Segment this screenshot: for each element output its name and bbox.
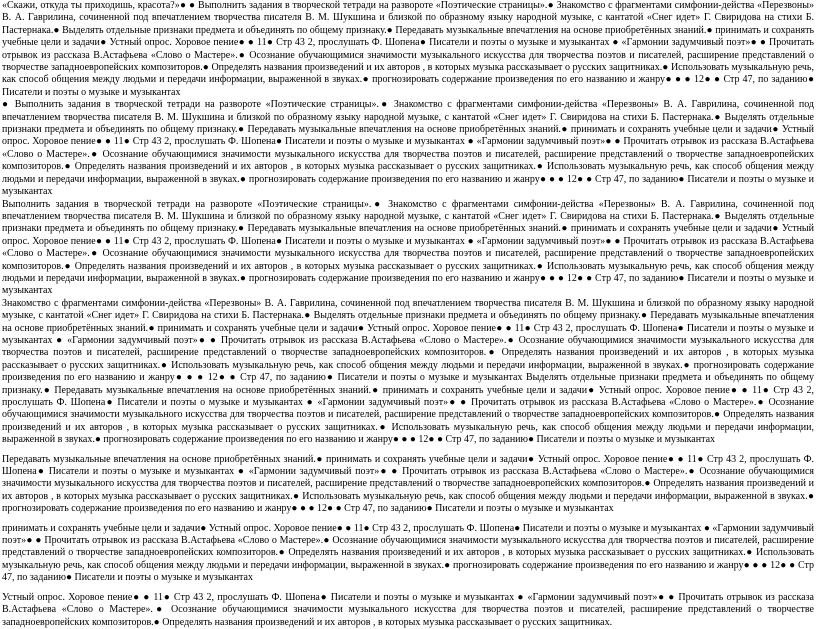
paragraph-7: Устный опрос. Хоровое пение● ● 11● Стр 43 2, прослушать Ф. Шопена● Писатели и поэты о музыке и музыкантах ● «Гармонии задумчивый поэт»● ● Прочитать отрывок из рассказа В.Астафьева «Слово о Мастере».● Осознание обучающимися значимости музыкального искусства для творчества поэтов и писателей, расширение представлений о творчестве западноевропейских композиторов.● Определять названия произведений и их авторов , в которых музыка рассказывает о русских защитниках. xyxy=(2,591,814,628)
paragraph-6: принимать и сохранять учебные цели и задачи● Устный опрос. Хоровое пение● ● 11● Стр 43 2, прослушать Ф. Шопена● Писатели и поэты о музыке и музыкантах ● «Гармонии задумчивый поэт»● ● Прочитать отрывок из рассказа В.Астафьева «Слово о Мастере».● Осознание обучающимися значимости музыкального искусства для творчества поэтов и писателей, расширение представлений о творчестве западноевропейских композиторов.● Определять названия произведений и их авторов , в которых музыка рассказывает о русских защитниках.● Использовать музыкальную речь, как способ общения между людьми и передачи информации, выраженной в звуках.● прогнозировать содержание произведения по его названию и жанру● ● ● 12● ● Стр 47, по заданию● Писатели и поэты о музыке и музыкантах xyxy=(2,522,814,584)
paragraph-spacer xyxy=(2,447,814,454)
paragraph-2: ● Выполнить задания в творческой тетради на развороте «Поэтические страницы».● Знакомство с фрагментами симфонии-действа «Перезвоны» В. А. Гаврилина, сочиненной под впечатлением творчества писателя В. М. Шукшина и близкой по образному языку народной музыке, с кантатой «Снег идет» Г. Свиридова на стихи Б. Пастернака.● Выделять отдельные признаки предмета и объединять по общему признаку.● Передавать музыкальные впечатления на основе приобретённых знаний.● принимать и сохранять учебные цели и задачи● Устный опрос. Хоровое пение● ● 11● Стр 43 2, прослушать Ф. Шопена● Писатели и поэты о музыке и музыкантах ● «Гармонии задумчивый поэт»● ● Прочитать отрывок из рассказа В.Астафьева «Слово о Мастере».● Осознание обучающимися значимости музыкального искусства для творчества поэтов и писателей, расширение представлений о творчестве западноевропейских композиторов.● Определять названия произведений и их авторов , в которых музыка рассказывает о русских защитниках.● Использовать музыкальную речь, как способ общения между людьми и передачи информации, выраженной в звуках.● прогнозировать содержание произведения по его названию и жанру● ● ● 12● ● Стр 47, по заданию● Писатели и поэты о музыке и музыкантах xyxy=(2,99,814,198)
paragraph-5: Передавать музыкальные впечатления на основе приобретённых знаний.● принимать и сохранять учебные цели и задачи● Устный опрос. Хоровое пение● ● 11● Стр 43 2, прослушать Ф. Шопена● Писатели и поэты о музыке и музыкантах ● «Гармонии задумчивый поэт»● ● Прочитать отрывок из рассказа В.Астафьева «Слово о Мастере».● Осознание обучающимися значимости музыкального искусства для творчества поэтов и писателей, расширение представлений о творчестве западноевропейских композиторов.● Определять названия произведений и их авторов , в которых музыка рассказывает о русских защитниках.● Использовать музыкальную речь, как способ общения между людьми и передачи информации, выраженной в звуках.● прогнозировать содержание произведения по его названию и жанру● ● ● 12● ● Стр 47, по заданию● Писатели и поэты о музыке и музыкантах xyxy=(2,453,814,515)
paragraph-spacer xyxy=(2,585,814,592)
paragraph-spacer xyxy=(2,516,814,523)
paragraph-3: Выполнить задания в творческой тетради на развороте «Поэтические страницы».● Знакомство с фрагментами симфонии-действа «Перезвоны» В. А. Гаврилина, сочиненной под впечатлением творчества писателя В. М. Шукшина и близкой по образному языку народной музыке, с кантатой «Снег идет» Г. Свиридова на стихи Б. Пастернака.● Выделять отдельные признаки предмета и объединять по общему признаку.● Передавать музыкальные впечатления на основе приобретённых знаний.● принимать и сохранять учебные цели и задачи● Устный опрос. Хоровое пение● ● 11● Стр 43 2, прослушать Ф. Шопена● Писатели и поэты о музыке и музыкантах ● «Гармонии задумчивый поэт»● ● Прочитать отрывок из рассказа В.Астафьева «Слово о Мастере».● Осознание обучающимися значимости музыкального искусства для творчества поэтов и писателей, расширение представлений о творчестве западноевропейских композиторов.● Определять названия произведений и их авторов , в которых музыка рассказывает о русских защитниках.● Использовать музыкальную речь, как способ общения между людьми и передачи информации, выраженной в звуках.● прогнозировать содержание произведения по его названию и жанру● ● ● 12● ● Стр 47, по заданию● Писатели и поэты о музыке и музыкантах xyxy=(2,198,814,297)
paragraph-1: «Скажи, откуда ты приходишь, красота?»● ● Выполнить задания в творческой тетради на развороте «Поэтические страницы».● Знакомство с фрагментами симфонии-действа «Перезвоны» В. А. Гаврилина, сочиненной под впечатлением творчества писателя В. М. Шукшина и близкой по образному языку народной музыке, с кантатой «Снег идет» Г. Свиридова на стихи Б. Пастернака.● Выделять отдельные признаки предмета и объединять по общему признаку.● Передавать музыкальные впечатления на основе приобретённых знаний.● принимать и сохранять учебные цели и задачи● Устный опрос. Хоровое пение● ● 11● Стр 43 2, прослушать Ф. Шопена● Писатели и поэты о музыке и музыкантах ● «Гармонии задумчивый поэт»● ● Прочитать отрывок из рассказа В.Астафьева «Слово о Мастере».● Осознание обучающимися значимости музыкального искусства для творчества поэтов и писателей, расширение представлений о творчестве западноевропейских композиторов.● Определять названия произведений и их авторов , в которых музыка рассказывает о русских защитниках.● Использовать музыкальную речь, как способ общения между людьми и передачи информации, выраженной в звуках.● прогнозировать содержание произведения по его названию и жанру● ● ● 12● ● Стр 47, по заданию● Писатели и поэты о музыке и музыкантах xyxy=(2,0,814,98)
paragraph-4: Знакомство с фрагментами симфонии-действа «Перезвоны» В. А. Гаврилина, сочиненной под впечатлением творчества писателя В. М. Шукшина и близкой по образному языку народной музыке, с кантатой «Снег идет» Г. Свиридова на стихи Б. Пастернака.● Выделять отдельные признаки предмета и объединять по общему признаку.● Передавать музыкальные впечатления на основе приобретённых знаний.● принимать и сохранять учебные цели и задачи● Устный опрос. Хоровое пение● ● 11● Стр 43 2, прослушать Ф. Шопена● Писатели и поэты о музыке и музыкантах ● «Гармонии задумчивый поэт»● ● Прочитать отрывок из рассказа В.Астафьева «Слово о Мастере».● Осознание обучающимися значимости музыкального искусства для творчества поэтов и писателей, расширение представлений о творчестве западноевропейских композиторов.● Определять названия произведений и их авторов , в которых музыка рассказывает о русских защитниках.● Использовать музыкальную речь, как способ общения между людьми и передачи информации, выраженной в звуках.● прогнозировать содержание произведения по его названию и жанру● ● ● 12● ● Стр 47, по заданию● Писатели и поэты о музыке и музыкантах Выделять отдельные признаки предмета и объединять по общему признаку.● Передавать музыкальные впечатления на основе приобретённых знаний.● принимать и сохранять учебные цели и задачи● Устный опрос. Хоровое пение● ● 11● Стр 43 2, прослушать Ф. Шопена● Писатели и поэты о музыке и музыкантах ● «Гармонии задумчивый поэт»● ● Прочитать отрывок из рассказа В.Астафьева «Слово о Мастере».● Осознание обучающимися значимости музыкального искусства для творчества поэтов и писателей, расширение представлений о творчестве западноевропейских композиторов.● Определять названия произведений и их авторов , в которых музыка рассказывает о русских защитниках.● Использовать музыкальную речь, как способ общения между людьми и передачи информации, выраженной в звуках.● прогнозировать содержание произведения по его названию и жанру● ● ● 12● ● Стр 47, по заданию● Писатели и поэты о музыке и музыкантах xyxy=(2,297,814,446)
